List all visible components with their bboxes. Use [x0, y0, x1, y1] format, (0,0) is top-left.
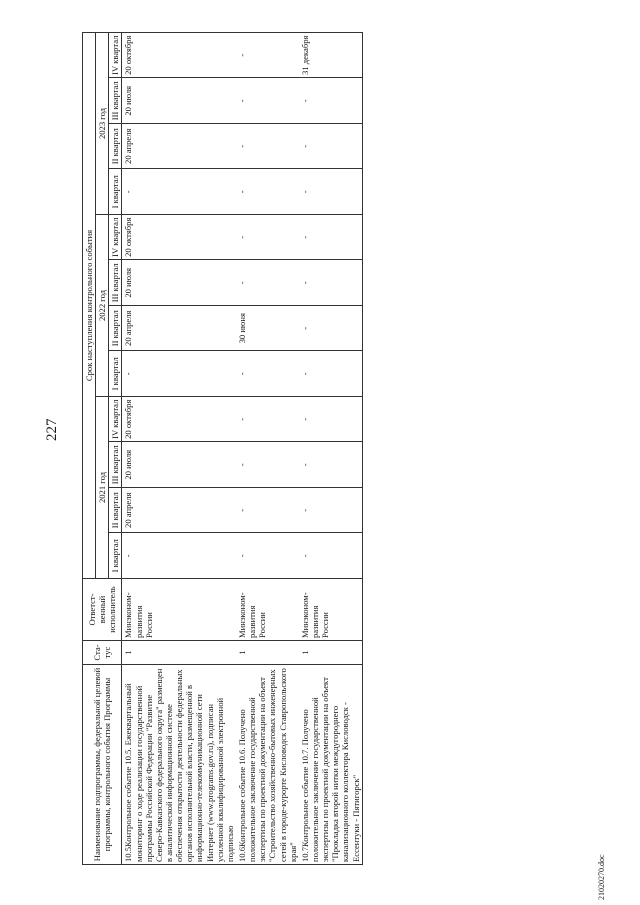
- status-cell: 1: [299, 641, 362, 665]
- header-responsible: Ответст-венный исполнитель: [83, 579, 122, 641]
- event-name: Контрольное событие 10.7. Получено положительное заключение государственной экспертизы по проектной документации на объект "Прокладка второй нитки междугороднего канализационного коллектора Кисловодск - Ессентуки - Пятигорск": [299, 677, 361, 862]
- deadline-cell: -: [299, 124, 362, 170]
- event-name-cell: [299, 665, 362, 865]
- deadline-cell: -: [236, 488, 299, 534]
- deadline-cell: -: [299, 488, 362, 534]
- header-quarter: II квартал: [109, 306, 122, 352]
- header-year-2023: 2023 год: [96, 32, 109, 214]
- header-quarter: I квартал: [109, 169, 122, 215]
- status-cell: 1: [122, 641, 236, 665]
- deadline-cell: -: [299, 215, 362, 261]
- deadline-cell: -: [236, 260, 299, 306]
- header-name: Наименование подпрограммы, федеральной целевой программы, контрольного события Программы: [83, 665, 122, 865]
- header-status: Ста-тус: [83, 641, 122, 665]
- deadline-cell: -: [122, 351, 236, 397]
- deadline-cell: 30 июня: [236, 306, 299, 352]
- header-quarter: I квартал: [109, 533, 122, 579]
- deadline-cell: 20 июля: [122, 260, 236, 306]
- table-row: [299, 32, 362, 864]
- deadline-cell: -: [236, 215, 299, 261]
- event-number: 10.5.: [123, 844, 134, 862]
- table-row: [122, 32, 236, 864]
- header-quarter: IV квартал: [109, 215, 122, 261]
- deadline-cell: -: [299, 78, 362, 124]
- page-number: 227: [44, 418, 60, 441]
- deadline-cell: -: [299, 306, 362, 352]
- responsible-cell: Минэконом-развития России: [299, 579, 362, 641]
- event-name: Контрольное событие 10.5. Ежеквартальный мониторинг о ходе реализации государственной программы Российской Федерации "Развитие Северо-Кавказского федерального округа" размещен в аналитической информационной системе обеспечения открытости деятельности федеральных органов исполнительной власти, размещенной в информационно-телекоммуникационной сети Интернет (www.programs.gov.ru), подписан усиленной квалифицированной электронной подписью: [123, 668, 235, 862]
- deadline-cell: -: [236, 124, 299, 170]
- header-quarter: III квартал: [109, 260, 122, 306]
- header-year-2021: 2021 год: [96, 397, 109, 579]
- event-name-cell: [236, 665, 299, 865]
- deadline-cell: 20 октября: [122, 215, 236, 261]
- deadline-cell: -: [299, 351, 362, 397]
- deadline-cell: 31 декабря: [299, 32, 362, 78]
- deadline-cell: -: [236, 397, 299, 443]
- deadline-cell: -: [299, 397, 362, 443]
- document-code: 21020270.doc: [597, 854, 606, 900]
- header-deadline: Срок наступления контрольного события: [83, 32, 96, 578]
- status-cell: 1: [236, 641, 299, 665]
- header-quarter: II квартал: [109, 488, 122, 534]
- deadline-cell: -: [236, 351, 299, 397]
- header-quarter: II квартал: [109, 124, 122, 170]
- deadline-cell: 20 июля: [122, 78, 236, 124]
- header-quarter: III квартал: [109, 78, 122, 124]
- deadline-cell: -: [122, 169, 236, 215]
- header-quarter: III квартал: [109, 442, 122, 488]
- event-number: 10.7.: [299, 844, 310, 862]
- header-quarter: IV квартал: [109, 32, 122, 78]
- deadline-cell: -: [236, 78, 299, 124]
- deadline-cell: -: [236, 169, 299, 215]
- deadline-cell: -: [236, 533, 299, 579]
- deadline-cell: -: [299, 533, 362, 579]
- control-events-table: [82, 32, 363, 865]
- table-row: [236, 32, 299, 864]
- event-number: 10.6.: [236, 844, 247, 862]
- deadline-cell: -: [299, 169, 362, 215]
- deadline-cell: -: [236, 32, 299, 78]
- event-name: Контрольное событие 10.6. Получено положительное заключение государственной экспертизы по проектной документации на объект "Строительство хозяйственно-бытовых инженерных сетей в городе-курорте Кисловодск Ставропольского края": [236, 668, 298, 862]
- rotated-table-wrapper: [82, 33, 587, 865]
- deadline-cell: -: [122, 533, 236, 579]
- deadline-cell: -: [299, 442, 362, 488]
- deadline-cell: 20 октября: [122, 397, 236, 443]
- responsible-cell: Минэконом-развития России: [236, 579, 299, 641]
- header-year-2022: 2022 год: [96, 215, 109, 397]
- responsible-cell: Минэконом-развития России: [122, 579, 236, 641]
- deadline-cell: 20 апреля: [122, 306, 236, 352]
- header-quarter: IV квартал: [109, 397, 122, 443]
- deadline-cell: -: [236, 442, 299, 488]
- deadline-cell: 20 апреля: [122, 488, 236, 534]
- header-quarter: I квартал: [109, 351, 122, 397]
- deadline-cell: 20 июля: [122, 442, 236, 488]
- event-name-cell: [122, 665, 236, 865]
- deadline-cell: 20 октября: [122, 32, 236, 78]
- deadline-cell: 20 апреля: [122, 124, 236, 170]
- deadline-cell: -: [299, 260, 362, 306]
